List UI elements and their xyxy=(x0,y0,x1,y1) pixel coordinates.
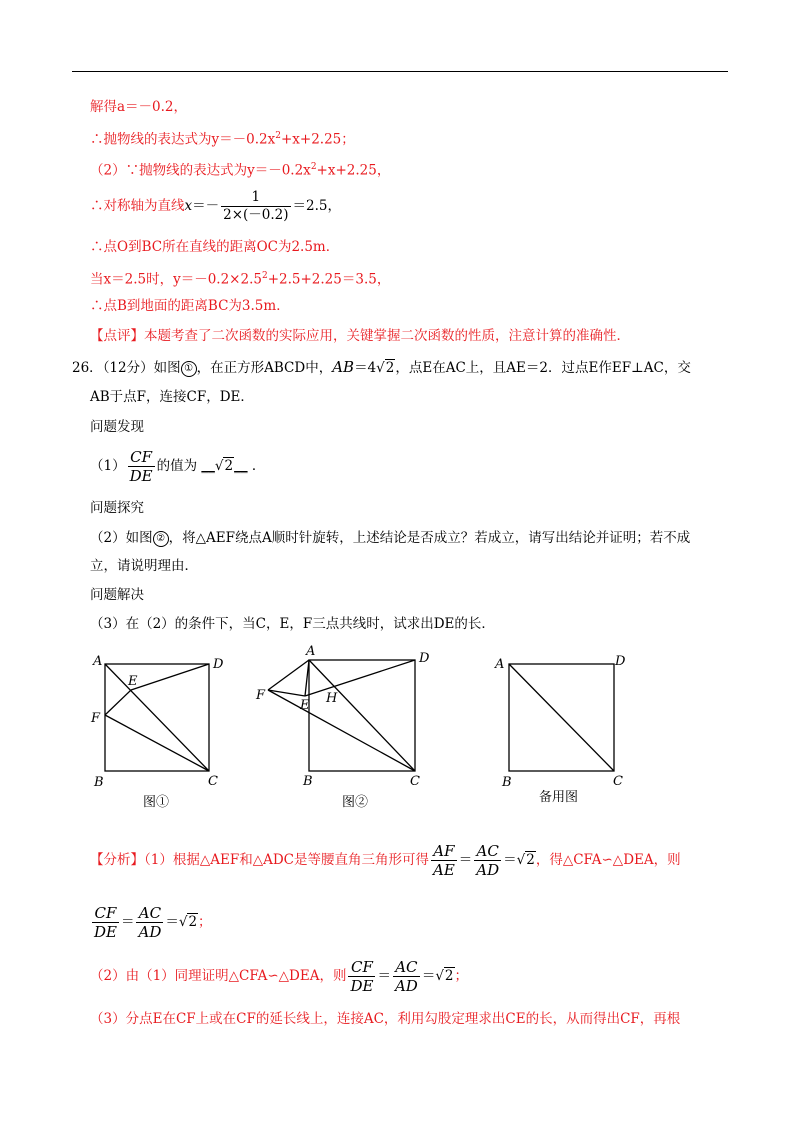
fig2-segment-fa xyxy=(268,660,309,690)
question-2-line-2: 立，请说明理由． xyxy=(90,558,198,574)
analysis-line-4: （3）分点E在CF上或在CF的延长线上，连接AC，利用勾股定理求出CE的长，从而得出CF，再根 xyxy=(90,1011,681,1027)
fig2-label-h: H xyxy=(326,691,338,706)
fig1-label-a: A xyxy=(93,654,103,669)
fig2-caption: 图② xyxy=(342,795,369,810)
section-discovery: 问题发现 xyxy=(90,419,144,435)
symmetry-axis-fraction: $\frac{1}{2\times(-0.2)}$ xyxy=(223,189,289,223)
solution-line-7: ∴点B到地面的距离BC为3.5m． xyxy=(90,298,290,314)
solution-line-2: ∴抛物线的表达式为$y=-0.2x^2+x+2.25$； xyxy=(90,131,355,148)
comment-line: 【点评】本题考查了二次函数的实际应用，关键掌握二次函数的性质，注意计算的准确性． xyxy=(90,328,630,344)
geometry-figures xyxy=(80,645,740,820)
fig2-label-d: D xyxy=(419,651,430,666)
analysis-line-2: $\frac{CF}{DE}$ ＝ $\frac{AC}{AD}$ ＝√2； xyxy=(94,904,212,941)
analysis-line-1: 【分析】（1）根据△AEF和△ADC是等腰直角三角形可得 $\frac{AF}{AE}$ ＝ $\frac{AC}{AD}$ ＝√2，得△CFA∽△DEA，则 xyxy=(90,842,681,879)
figure-3 xyxy=(509,664,614,771)
fig3-label-b: B xyxy=(502,775,512,790)
fig3-label-c: C xyxy=(613,774,623,789)
fig1-label-f: F xyxy=(91,711,101,726)
cf-de-fraction: $\frac{CF}{DE}$ xyxy=(129,448,153,485)
comment-tag: 【点评】 xyxy=(90,328,144,344)
problem-line-2: AB于点F，连接CF，DE． xyxy=(90,389,254,405)
fig1-caption: 图① xyxy=(143,795,170,810)
problem-line-1: 26．（12分）如图 ① ，在正方形ABCD中，AB＝4√2，点E在AC上，且AE＝2．过点E作EF⊥AC，交 xyxy=(72,355,691,380)
fig1-label-c: C xyxy=(208,774,218,789)
fig1-label-b: B xyxy=(94,775,104,790)
header-rule xyxy=(72,71,728,72)
question-2-line-1: （2）如图 ② ，将△AEF绕点A顺时针旋转，上述结论是否成立？若成立，请写出结论并证明；若不成 xyxy=(90,530,691,546)
analysis-line-3: （2）由（1）同理证明△CFA∽△DEA，则 $\frac{CF}{DE}$ ＝ $\frac{AC}{AD}$ ＝√2； xyxy=(90,958,469,995)
figure-1 xyxy=(105,664,209,771)
fig3-label-d: D xyxy=(615,654,626,669)
fig2-segment-fc xyxy=(268,690,415,771)
fig2-segment-ed xyxy=(305,660,415,696)
fig3-caption: 备用图 xyxy=(539,790,579,805)
solution-line-3: （2）∵抛物线的表达式为$y=-0.2x^2+x+2.25$， xyxy=(90,162,391,179)
section-solution: 问题解决 xyxy=(90,587,144,603)
answer-blank: __√2__ xyxy=(201,458,248,474)
analysis-tag: 【分析】 xyxy=(90,852,144,868)
fig2-label-b: B xyxy=(303,774,313,789)
fig1-diagonal-ac xyxy=(105,664,209,771)
circle-number-1: ① xyxy=(181,361,197,377)
fig2-label-a: A xyxy=(306,645,316,659)
sqrt-2: √2 xyxy=(376,360,395,376)
fig1-segment-ed xyxy=(131,664,209,690)
fig1-segment-fe xyxy=(105,690,131,715)
fig3-diagonal-ac xyxy=(509,664,614,771)
solution-line-5: ∴点O到BC所在直线的距离OC为2.5m． xyxy=(90,239,340,255)
solution-line-4: ∴对称轴为直线x＝－ $\frac{1}{2\times(-0.2)}$ ＝2.5， xyxy=(90,189,342,223)
fig2-label-f: F xyxy=(256,688,266,703)
fig2-label-e: E xyxy=(300,698,310,713)
fig1-segment-cf xyxy=(105,715,209,771)
fig2-label-c: C xyxy=(410,774,420,789)
circle-number-2: ② xyxy=(153,531,169,547)
question-3: （3）在（2）的条件下，当C，E，F三点共线时，试求出DE的长． xyxy=(90,616,495,632)
solution-line-6: 当x＝2.5时，$y=-0.2\times 2.5^2+2.5+2.25=3.5$， xyxy=(90,271,391,288)
fig3-label-a: A xyxy=(495,657,505,672)
figure-2 xyxy=(268,660,415,771)
solution-line-1: 解得a＝－0.2， xyxy=(90,99,188,115)
fig1-label-e: E xyxy=(128,674,138,689)
fig2-diagonal-ac xyxy=(309,660,415,771)
section-exploration: 问题探究 xyxy=(90,500,144,516)
fig1-label-d: D xyxy=(213,657,224,672)
question-1: （1） $\frac{CF}{DE}$ 的值为 __√2__ ． xyxy=(90,448,266,485)
